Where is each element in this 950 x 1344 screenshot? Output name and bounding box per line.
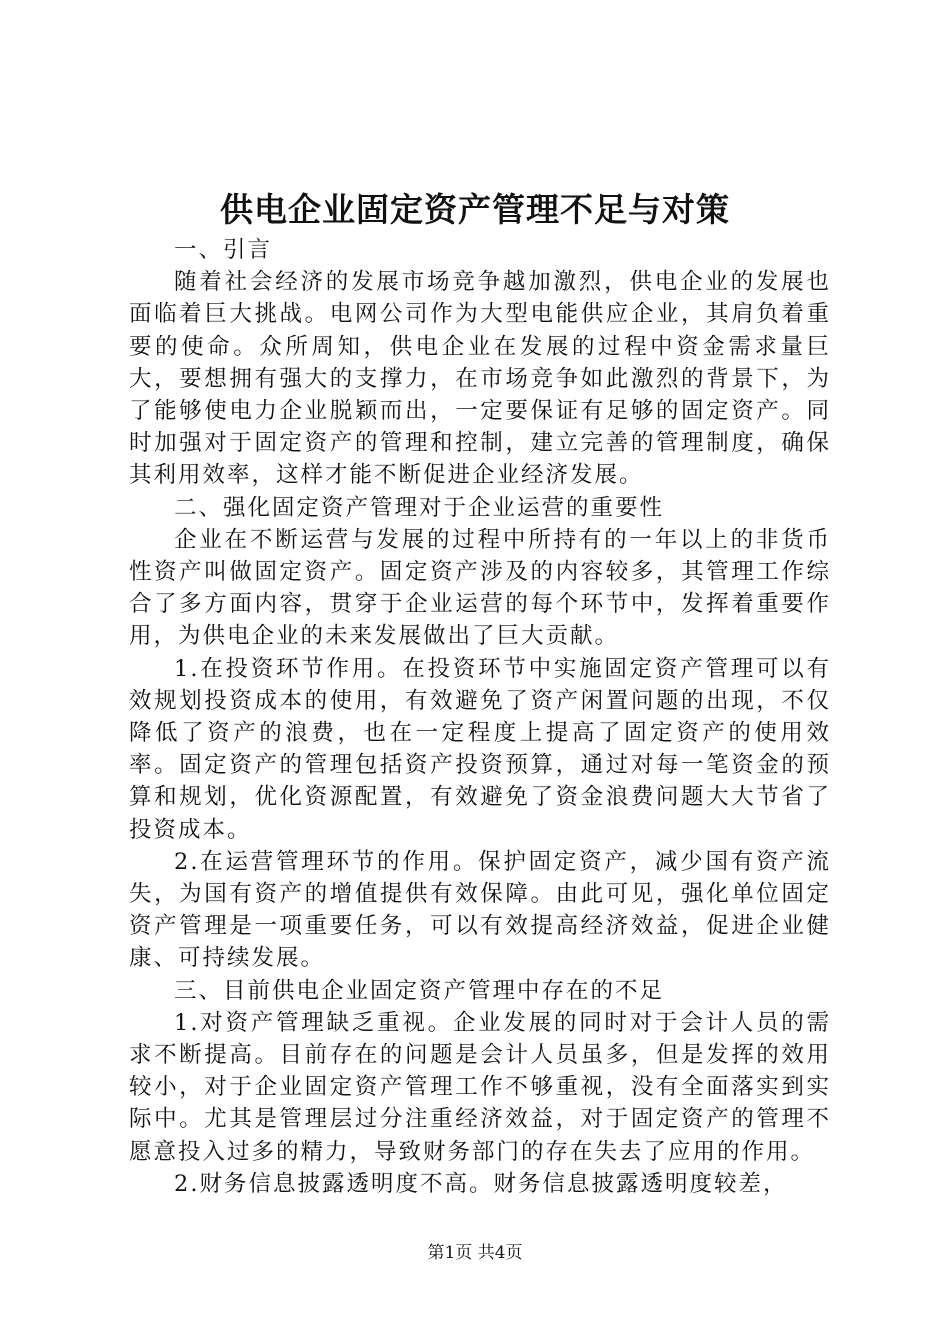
paragraph: 2.财务信息披露透明度不高。财务信息披露透明度较差， <box>174 1170 788 1197</box>
paragraph: 2.在运营管理环节的作用。保护固定资产，减少国有资产流失，为国有资产的增值提供有效保障。由此可见，强化单位固定资产管理是一项重要任务，可以有效提高经济效益，促进企业健康、可持续发展。 <box>129 848 831 972</box>
document-title: 供电企业固定资产管理不足与对策 <box>220 190 730 229</box>
page-number-footer: 第1页 共4页 <box>427 1243 523 1263</box>
paragraph: 企业在不断运营与发展的过程中所持有的一年以上的非货币性资产叫做固定资产。固定资产涉及的内容较多，其管理工作综合了多方面内容，贯穿于企业运营的每个环节中，发挥着重要作用，为供电企业的未来发展做出了巨大贡献。 <box>129 526 831 650</box>
paragraph: 1.在投资环节作用。在投资环节中实施固定资产管理可以有效规划投资成本的使用，有效避免了资产闲置问题的出现，不仅降低了资产的浪费，也在一定程度上提高了固定资产的使用效率。固定资产的管理包括资产投资预算，通过对每一笔资金的预算和规划，优化资源配置，有效避免了资金浪费问题大大节省了投资成本。 <box>129 655 831 843</box>
document-body <box>129 234 831 1200</box>
section-heading-importance: 二、强化固定资产管理对于企业运营的重要性 <box>174 494 665 521</box>
paragraph: 随着社会经济的发展市场竞争越加激烈，供电企业的发展也面临着巨大挑战。电网公司作为大型电能供应企业，其肩负着重要的使命。众所周知，供电企业在发展的过程中资金需求量巨大，要想拥有强大的支撑力，在市场竞争如此激烈的背景下，为了能够使电力企业脱颖而出，一定要保证有足够的固定资产。同时加强对于固定资产的管理和控制，建立完善的管理制度，确保其利用效率，这样才能不断促进企业经济发展。 <box>129 269 831 489</box>
section-heading-intro: 一、引言 <box>174 237 273 263</box>
paragraph: 1.对资产管理缺乏重视。企业发展的同时对于会计人员的需求不断提高。目前存在的问题是会计人员虽多，但是发挥的效用较小，对于企业固定资产管理工作不够重视，没有全面落实到实际中。尤其是管理层过分注重经济效益，对于固定资产的管理不愿意投入过多的精力，导致财务部门的存在失去了应用的作用。 <box>129 1009 831 1165</box>
section-heading-shortcomings: 三、目前供电企业固定资产管理中存在的不足 <box>174 977 665 1004</box>
